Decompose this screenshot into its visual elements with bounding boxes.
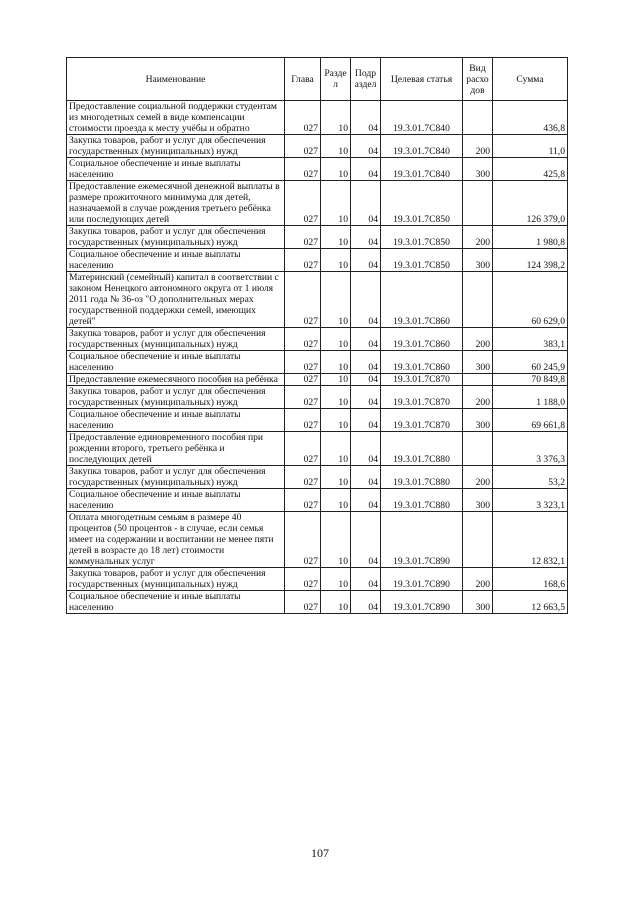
cell-name: Социальное обеспечение и иные выплаты населению [67,409,285,432]
cell-sum: 1 188,0 [493,386,568,409]
cell-chapter: 027 [285,351,321,374]
cell-chapter: 027 [285,328,321,351]
cell-section: 10 [321,101,351,135]
cell-section: 10 [321,512,351,568]
cell-type [463,374,493,386]
page-number: 107 [311,846,329,860]
cell-chapter: 027 [285,466,321,489]
cell-subsection: 04 [351,328,381,351]
table-header-row [67,58,568,101]
cell-target: 19.3.01.7С870 [381,409,463,432]
cell-chapter: 027 [285,101,321,135]
table-row [67,135,568,158]
table-row [67,512,568,568]
cell-sum: 11,0 [493,135,568,158]
cell-subsection: 04 [351,374,381,386]
cell-section: 10 [321,272,351,328]
cell-section: 10 [321,135,351,158]
cell-subsection: 04 [351,226,381,249]
cell-section: 10 [321,466,351,489]
table-row [67,591,568,614]
cell-chapter: 027 [285,409,321,432]
cell-subsection: 04 [351,181,381,226]
cell-chapter: 027 [285,568,321,591]
table-row [67,374,568,386]
header-type: Вид расхо дов [463,58,493,101]
cell-target: 19.3.01.7С840 [381,158,463,181]
cell-type [463,181,493,226]
cell-target: 19.3.01.7С880 [381,466,463,489]
cell-sum: 124 398,2 [493,249,568,272]
table-row [67,351,568,374]
header-sum: Сумма [493,58,568,101]
cell-sum: 3 323,1 [493,489,568,512]
cell-type: 200 [463,466,493,489]
cell-chapter: 027 [285,489,321,512]
cell-section: 10 [321,568,351,591]
cell-chapter: 027 [285,591,321,614]
table-row [67,272,568,328]
cell-target: 19.3.01.7С860 [381,351,463,374]
cell-sum: 60 245,9 [493,351,568,374]
cell-name: Закупка товаров, работ и услуг для обеспечения государственных (муниципальных) нужд [67,568,285,591]
cell-name: Предоставление ежемесячной денежной выплаты в размере прожиточного минимума для детей, назначаемой в случае рождения третьего ребёнка или последующих детей [67,181,285,226]
cell-chapter: 027 [285,181,321,226]
cell-chapter: 027 [285,135,321,158]
cell-target: 19.3.01.7С860 [381,272,463,328]
table-row [67,158,568,181]
cell-subsection: 04 [351,568,381,591]
cell-chapter: 027 [285,512,321,568]
cell-target: 19.3.01.7С870 [381,386,463,409]
cell-section: 10 [321,386,351,409]
cell-type [463,101,493,135]
table-body [67,101,568,614]
cell-target: 19.3.01.7С850 [381,249,463,272]
cell-target: 19.3.01.7С880 [381,489,463,512]
cell-type [463,272,493,328]
cell-section: 10 [321,226,351,249]
cell-name: Закупка товаров, работ и услуг для обеспечения государственных (муниципальных) нужд [67,135,285,158]
cell-name: Закупка товаров, работ и услуг для обеспечения государственных (муниципальных) нужд [67,226,285,249]
cell-section: 10 [321,181,351,226]
cell-target: 19.3.01.7С870 [381,374,463,386]
cell-section: 10 [321,409,351,432]
cell-chapter: 027 [285,374,321,386]
table-row [67,249,568,272]
table-row [67,432,568,466]
cell-type: 200 [463,568,493,591]
cell-subsection: 04 [351,512,381,568]
cell-chapter: 027 [285,249,321,272]
cell-name: Социальное обеспечение и иные выплаты населению [67,489,285,512]
cell-type: 300 [463,249,493,272]
cell-sum: 53,2 [493,466,568,489]
cell-sum: 60 629,0 [493,272,568,328]
cell-name: Закупка товаров, работ и услуг для обеспечения государственных (муниципальных) нужд [67,386,285,409]
cell-name: Предоставление социальной поддержки студентам из многодетных семей в виде компенсации стоимости проезда к месту учёбы и обратно [67,101,285,135]
table-row [67,101,568,135]
cell-subsection: 04 [351,489,381,512]
cell-target: 19.3.01.7С850 [381,226,463,249]
cell-section: 10 [321,489,351,512]
cell-subsection: 04 [351,386,381,409]
cell-target: 19.3.01.7С890 [381,591,463,614]
table-row [67,466,568,489]
cell-type: 200 [463,386,493,409]
cell-subsection: 04 [351,351,381,374]
cell-section: 10 [321,328,351,351]
cell-section: 10 [321,249,351,272]
table-row [67,386,568,409]
cell-subsection: 04 [351,101,381,135]
cell-sum: 436,8 [493,101,568,135]
cell-type [463,512,493,568]
cell-chapter: 027 [285,272,321,328]
cell-target: 19.3.01.7С890 [381,512,463,568]
cell-name: Материнский (семейный) капитал в соответствии с законом Ненецкого автономного округа от 1 июля 2011 года № 36-оз "О дополнительных мерах государственной поддержки семей, имеющих детей" [67,272,285,328]
table-row [67,568,568,591]
budget-table [66,57,568,614]
cell-sum: 3 376,3 [493,432,568,466]
cell-target: 19.3.01.7С880 [381,432,463,466]
cell-section: 10 [321,374,351,386]
cell-name: Предоставление ежемесячного пособия на ребёнка [67,374,285,386]
cell-sum: 425,8 [493,158,568,181]
cell-section: 10 [321,158,351,181]
cell-name: Социальное обеспечение и иные выплаты населению [67,249,285,272]
cell-chapter: 027 [285,158,321,181]
cell-type: 200 [463,226,493,249]
cell-sum: 1 980,8 [493,226,568,249]
cell-type: 300 [463,158,493,181]
cell-target: 19.3.01.7С850 [381,181,463,226]
table-row [67,181,568,226]
cell-sum: 12 663,5 [493,591,568,614]
cell-type: 300 [463,489,493,512]
cell-target: 19.3.01.7С840 [381,101,463,135]
cell-subsection: 04 [351,591,381,614]
cell-target: 19.3.01.7С890 [381,568,463,591]
cell-sum: 12 832,1 [493,512,568,568]
cell-type: 200 [463,135,493,158]
cell-name: Закупка товаров, работ и услуг для обеспечения государственных (муниципальных) нужд [67,466,285,489]
cell-name: Социальное обеспечение и иные выплаты населению [67,351,285,374]
cell-chapter: 027 [285,432,321,466]
cell-section: 10 [321,351,351,374]
cell-name: Социальное обеспечение и иные выплаты населению [67,158,285,181]
cell-target: 19.3.01.7С860 [381,328,463,351]
table-row [67,226,568,249]
cell-chapter: 027 [285,226,321,249]
cell-subsection: 04 [351,432,381,466]
header-target: Целевая статья [381,58,463,101]
cell-name: Социальное обеспечение и иные выплаты населению [67,591,285,614]
table-row [67,328,568,351]
cell-type: 300 [463,351,493,374]
cell-target: 19.3.01.7С840 [381,135,463,158]
header-chapter: Глава [285,58,321,101]
cell-type: 200 [463,328,493,351]
cell-section: 10 [321,591,351,614]
cell-sum: 69 661,8 [493,409,568,432]
cell-name: Закупка товаров, работ и услуг для обеспечения государственных (муниципальных) нужд [67,328,285,351]
cell-subsection: 04 [351,158,381,181]
cell-sum: 168,6 [493,568,568,591]
cell-subsection: 04 [351,409,381,432]
cell-chapter: 027 [285,386,321,409]
cell-subsection: 04 [351,135,381,158]
cell-sum: 70 849,8 [493,374,568,386]
cell-subsection: 04 [351,466,381,489]
cell-subsection: 04 [351,249,381,272]
cell-type: 300 [463,591,493,614]
cell-subsection: 04 [351,272,381,328]
cell-name: Оплата многодетным семьям в размере 40 процентов (50 процентов - в случае, если семья имеет на содержании и воспитании не менее пяти детей в возрасте до 18 лет) стоимости коммунальных услуг [67,512,285,568]
cell-sum: 383,1 [493,328,568,351]
cell-type [463,432,493,466]
cell-name: Предоставление единовременного пособия при рождении второго, третьего ребёнка и последующих детей [67,432,285,466]
table-row [67,409,568,432]
table-row [67,489,568,512]
cell-section: 10 [321,432,351,466]
header-subsection: Подр аздел [351,58,381,101]
cell-sum: 126 379,0 [493,181,568,226]
cell-type: 300 [463,409,493,432]
header-name: Наименование [67,58,285,101]
header-section: Разде л [321,58,351,101]
